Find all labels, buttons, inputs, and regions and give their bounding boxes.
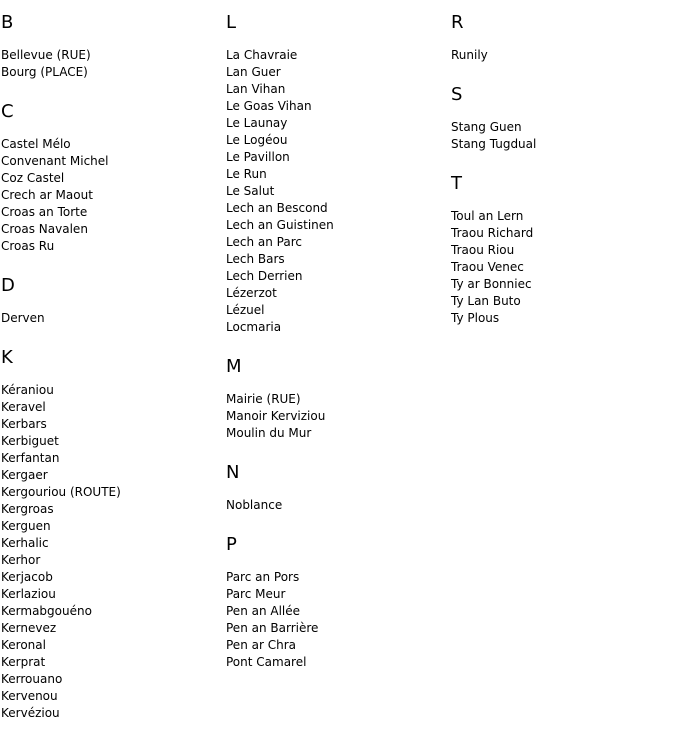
- street-link[interactable]: Kergaer: [1, 468, 48, 482]
- street-link[interactable]: Traou Venec: [451, 260, 524, 274]
- street-link[interactable]: Castel Mélo: [1, 137, 71, 151]
- street-link[interactable]: Noblance: [226, 498, 283, 512]
- letter-group: [1, 12, 221, 81]
- street-link[interactable]: Crech ar Maout: [1, 188, 93, 202]
- street-link[interactable]: Kéraniou: [1, 383, 54, 397]
- street-link[interactable]: Pont Camarel: [226, 655, 307, 669]
- street-link[interactable]: Lech Bars: [226, 252, 285, 266]
- street-link[interactable]: Le Pavillon: [226, 150, 290, 164]
- letter-group: [226, 462, 446, 514]
- street-link[interactable]: Parc an Pors: [226, 570, 300, 584]
- street-link[interactable]: Lech Derrien: [226, 269, 303, 283]
- street-link[interactable]: Convenant Michel: [1, 154, 109, 168]
- letter-group: [1, 347, 221, 722]
- street-link[interactable]: Le Salut: [226, 184, 275, 198]
- street-link[interactable]: Kergouriou (ROUTE): [1, 485, 121, 499]
- street-list: [226, 47, 446, 336]
- street-link[interactable]: Toul an Lern: [451, 209, 524, 223]
- letter-heading: C: [1, 101, 14, 122]
- street-link[interactable]: Croas Navalen: [1, 222, 88, 236]
- street-link[interactable]: Manoir Kerviziou: [226, 409, 326, 423]
- street-link[interactable]: Ty Lan Buto: [451, 294, 521, 308]
- letter-heading: S: [451, 84, 463, 105]
- street-index-column-3: [451, 12, 671, 347]
- street-link[interactable]: Lan Guer: [226, 65, 281, 79]
- street-index-column-2: [226, 12, 446, 691]
- street-link[interactable]: Ty ar Bonniec: [451, 277, 532, 291]
- street-link[interactable]: Le Logéou: [226, 133, 288, 147]
- street-link[interactable]: Stang Guen: [451, 120, 522, 134]
- street-link[interactable]: Pen ar Chra: [226, 638, 296, 652]
- letter-group: [451, 12, 671, 64]
- street-link[interactable]: Kergroas: [1, 502, 54, 516]
- street-link[interactable]: Croas an Torte: [1, 205, 88, 219]
- street-link[interactable]: Kerrouano: [1, 672, 63, 686]
- letter-heading: N: [226, 462, 240, 483]
- street-link[interactable]: Pen an Allée: [226, 604, 301, 618]
- street-link[interactable]: Kerbiguet: [1, 434, 59, 448]
- street-list: [1, 47, 221, 81]
- street-link[interactable]: Kerhalic: [1, 536, 49, 550]
- street-link[interactable]: Moulin du Mur: [226, 426, 312, 440]
- street-link[interactable]: Kerprat: [1, 655, 46, 669]
- street-list: [451, 208, 671, 327]
- street-link[interactable]: Stang Tugdual: [451, 137, 537, 151]
- street-link[interactable]: Lech an Guistinen: [226, 218, 334, 232]
- street-link[interactable]: Traou Riou: [451, 243, 515, 257]
- street-link[interactable]: Le Run: [226, 167, 267, 181]
- letter-heading: P: [226, 534, 237, 555]
- street-link[interactable]: Kervéziou: [1, 706, 60, 720]
- street-link[interactable]: Le Launay: [226, 116, 288, 130]
- street-link[interactable]: Runily: [451, 48, 488, 62]
- street-link[interactable]: Kernevez: [1, 621, 57, 635]
- street-link[interactable]: Lech an Parc: [226, 235, 302, 249]
- street-list: [1, 136, 221, 255]
- letter-group: [226, 356, 446, 442]
- street-link[interactable]: Kermabgouéno: [1, 604, 92, 618]
- street-link[interactable]: Derven: [1, 311, 45, 325]
- letter-group: [1, 101, 221, 255]
- street-index-column-1: [1, 12, 221, 742]
- street-link[interactable]: Traou Richard: [451, 226, 534, 240]
- street-link[interactable]: Locmaria: [226, 320, 282, 334]
- letter-heading: D: [1, 275, 15, 296]
- street-list: [451, 47, 671, 64]
- letter-heading: R: [451, 12, 464, 33]
- street-link[interactable]: Kerguen: [1, 519, 51, 533]
- street-link[interactable]: Bourg (PLACE): [1, 65, 88, 79]
- street-link[interactable]: Pen an Barrière: [226, 621, 319, 635]
- letter-heading: T: [451, 173, 462, 194]
- street-link[interactable]: Le Goas Vihan: [226, 99, 312, 113]
- letter-heading: M: [226, 356, 242, 377]
- letter-heading: K: [1, 347, 13, 368]
- street-link[interactable]: Lézerzot: [226, 286, 277, 300]
- street-list: [226, 391, 446, 442]
- letter-group: [226, 534, 446, 671]
- street-list: [226, 569, 446, 671]
- street-link[interactable]: Keravel: [1, 400, 46, 414]
- street-link[interactable]: Keronal: [1, 638, 46, 652]
- street-list: [1, 310, 221, 327]
- street-link[interactable]: La Chavraie: [226, 48, 298, 62]
- street-link[interactable]: Ty Plous: [451, 311, 500, 325]
- street-link[interactable]: Kerhor: [1, 553, 41, 567]
- street-link[interactable]: Kervenou: [1, 689, 58, 703]
- letter-heading: L: [226, 12, 237, 33]
- street-link[interactable]: Lech an Bescond: [226, 201, 328, 215]
- letter-group: [451, 84, 671, 153]
- letter-heading: B: [1, 12, 14, 33]
- street-link[interactable]: Parc Meur: [226, 587, 286, 601]
- street-link[interactable]: Mairie (RUE): [226, 392, 301, 406]
- letter-group: [226, 12, 446, 336]
- letter-group: [451, 173, 671, 327]
- street-link[interactable]: Croas Ru: [1, 239, 55, 253]
- street-link[interactable]: Kerfantan: [1, 451, 60, 465]
- street-link[interactable]: Bellevue (RUE): [1, 48, 91, 62]
- street-link[interactable]: Lan Vihan: [226, 82, 286, 96]
- street-link[interactable]: Kerlaziou: [1, 587, 56, 601]
- street-list: [226, 497, 446, 514]
- street-link[interactable]: Coz Castel: [1, 171, 65, 185]
- street-list: [451, 119, 671, 153]
- street-link[interactable]: Lézuel: [226, 303, 265, 317]
- street-link[interactable]: Kerbars: [1, 417, 47, 431]
- street-list: [1, 382, 221, 722]
- letter-group: [1, 275, 221, 327]
- street-link[interactable]: Kerjacob: [1, 570, 53, 584]
